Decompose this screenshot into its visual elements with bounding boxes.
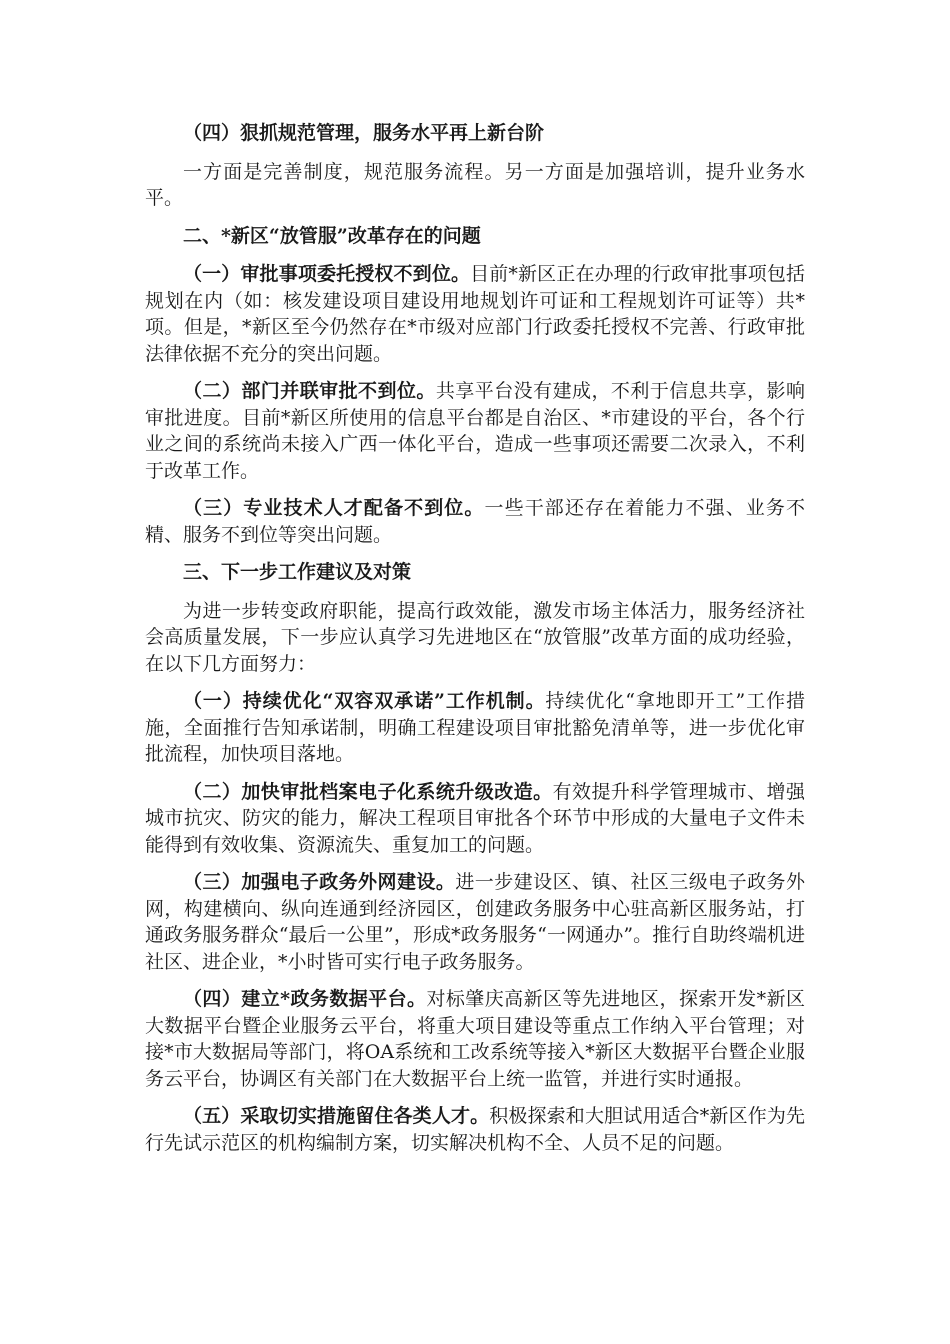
problem-item-2 bbox=[145, 378, 805, 484]
item-lead: （五）采取切实措施留住各类人才。 bbox=[183, 1105, 490, 1127]
item-text: 共享平台没有建成，不利于信息共享，影响审批进度。目前*新区所使用的信息平台都是自治区、*市建设的平台，各个行业之间的系统尚未接入广西一体化平台，造成一些事项还需要二次录入，不利于改革工作。 bbox=[145, 380, 805, 482]
item-lead: （一）审批事项委托授权不到位。 bbox=[183, 263, 471, 285]
item-text: 一些干部还存在着能力不强、业务不精、服务不到位等突出问题。 bbox=[145, 497, 805, 546]
item-text: 目前*新区正在办理的行政审批事项包括规划在内（如：核发建设项目建设用地规划许可证和工程规划许可证等）共*项。但是，*新区至今仍然存在*市级对应部门行政委托授权不完善、行政审批法律依据不充分的突出问题。 bbox=[145, 263, 805, 365]
body-paragraph: 为进一步转变政府职能，提高行政效能，激发市场主体活力，服务经济社会高质量发展，下一步应认真学习先进地区在“放管服”改革方面的成功经验，在以下几方面努力： bbox=[145, 599, 805, 675]
item-text: 对标肇庆高新区等先进地区，探索开发*新区大数据平台暨企业服务云平台，将重大项目建设等重点工作纳入平台管理；对接*市大数据局等部门，将OA系统和工改系统等接入*新区大数据平台暨企业服务云平台，协调区有关部门在大数据平台上统一监管，并进行实时通报。 bbox=[145, 988, 805, 1090]
item-text: 有效提升科学管理城市、增强城市抗灾、防灾的能力，解决工程项目审批各个环节中形成的大量电子文件未能得到有效收集、资源流失、重复加工的问题。 bbox=[145, 780, 805, 856]
measure-item-2 bbox=[145, 779, 805, 859]
item-lead: （二）加快审批档案电子化系统升级改造。 bbox=[183, 780, 553, 803]
measure-item-5 bbox=[145, 1103, 805, 1156]
item-text: 积极探索和大胆试用适合*新区作为先行先试示范区的机构编制方案，切实解决机构不全、人员不足的问题。 bbox=[145, 1105, 805, 1154]
item-lead: （三）加强电子政务外网建设。 bbox=[183, 871, 456, 893]
section-heading-4-management: （四）狠抓规范管理，服务水平再上新台阶 bbox=[183, 122, 545, 144]
section-heading-next-steps: 三、下一步工作建议及对策 bbox=[183, 561, 412, 583]
section-heading-problems: 二、*新区“放管服”改革存在的问题 bbox=[183, 224, 481, 247]
problem-item-3 bbox=[145, 495, 805, 548]
problem-item-1 bbox=[145, 261, 805, 367]
measure-item-3 bbox=[145, 869, 805, 975]
item-lead: （一）持续优化“双容双承诺”工作机制。 bbox=[183, 690, 546, 712]
item-lead: （二）部门并联审批不到位。 bbox=[183, 380, 436, 402]
item-text: 进一步建设区、镇、社区三级电子政务外网，构建横向、纵向连通到经济园区，创建政务服务中心驻高新区服务站，打通政务服务群众“最后一公里”，形成*政务服务“一网通办”。推行自助终端机进社区、进企业，*小时皆可实行电子政务服务。 bbox=[145, 871, 805, 973]
item-lead: （三）专业技术人才配备不到位。 bbox=[183, 497, 485, 519]
measure-item-4 bbox=[145, 986, 805, 1092]
item-text: 持续优化“拿地即开工”工作措施，全面推行告知承诺制，明确工程建设项目审批豁免清单等，进一步优化审批流程，加快项目落地。 bbox=[145, 690, 805, 765]
measure-item-1 bbox=[145, 688, 805, 768]
body-paragraph: 一方面是完善制度，规范服务流程。另一方面是加强培训，提升业务水平。 bbox=[145, 160, 805, 209]
item-lead: （四）建立*政务数据平台。 bbox=[183, 988, 427, 1010]
